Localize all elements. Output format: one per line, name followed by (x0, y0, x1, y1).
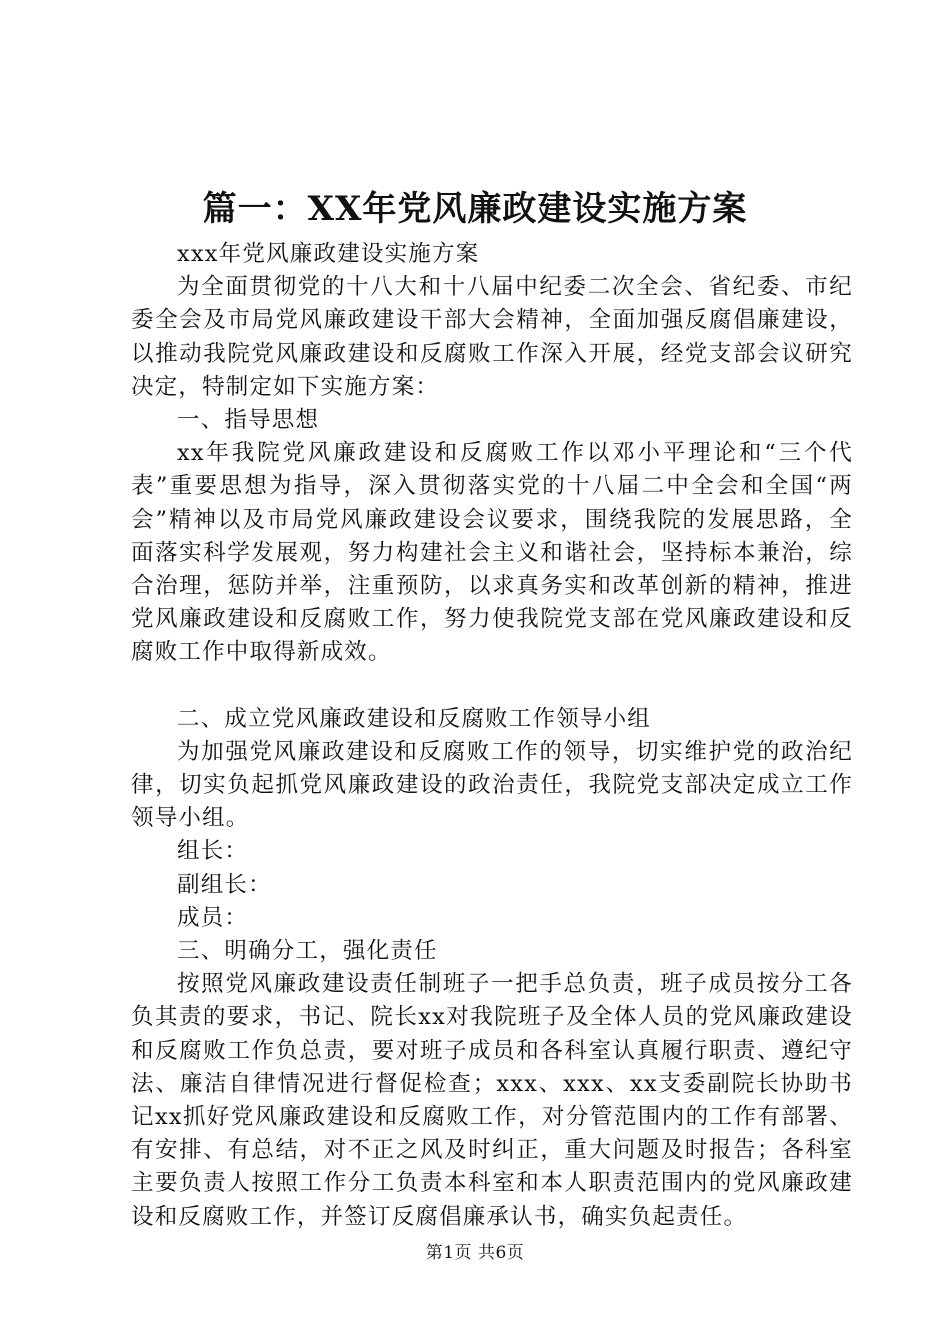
section-heading-responsibilities: 三、明确分工，强化责任 (177, 938, 438, 965)
document-title: 篇一：XX年党风廉政建设实施方案 (202, 189, 748, 229)
intro-paragraph: 为全面贯彻党的十八大和十八届中纪委二次全会、省纪委、市纪委全会及市局党风廉政建设干部大会精神，全面加强反腐倡廉建设，以推动我院党风廉政建设和反腐败工作深入开展，经党支部会议研究决定，特制定如下实施方案： (131, 274, 853, 400)
document-body (131, 238, 853, 1234)
guiding-ideology-paragraph: xx年我院党风廉政建设和反腐败工作以邓小平理论和“三个代表”重要思想为指导，深入贯彻落实党的十八届二中全会和全国“两会”精神以及市局党风廉政建设会议要求，围绕我院的发展思路，全面落实科学发展观，努力构建社会主义和谐社会，坚持标本兼治，综合治理，惩防并举，注重预防，以求真务实和改革创新的精神，推进党风廉政建设和反腐败工作，努力使我院党支部在党风廉政建设和反腐败工作中取得新成效。 (131, 440, 853, 666)
members-line: 成员： (177, 904, 249, 931)
doc-subtitle: xxx年党风廉政建设实施方案 (177, 241, 480, 267)
group-leader-line: 组长： (177, 838, 249, 865)
section-heading-leadership-group: 二、成立党风廉政建设和反腐败工作领导小组 (177, 705, 652, 732)
leadership-group-paragraph: 为加强党风廉政建设和反腐败工作的领导，切实维护党的政治纪律，切实负起抓党风廉政建设的政治责任，我院党支部决定成立工作领导小组。 (131, 738, 853, 832)
responsibilities-paragraph: 按照党风廉政建设责任制班子一把手总负责，班子成员按分工各负其责的要求，书记、院长xx对我院班子及全体人员的党风廉政建设和反腐败工作负总责，要对班子成员和各科室认真履行职责、遵纪守法、廉洁自律情况进行督促检查；xxx、xxx、xx支委副院长协助书记xx抓好党风廉政建设和反腐败工作，对分管范围内的工作有部署、有安排、有总结，对不正之风及时纠正，重大问题及时报告；各科室主要负责人按照工作分工负责本科室和本人职责范围内的党风廉政建设和反腐败工作，并签订反腐倡廉承认书，确实负起责任。 (131, 971, 853, 1230)
deputy-leader-line: 副组长： (177, 871, 272, 898)
page-footer: 第1页 共6页 (425, 1243, 525, 1263)
section-heading-guiding-ideology: 一、指导思想 (177, 407, 320, 434)
